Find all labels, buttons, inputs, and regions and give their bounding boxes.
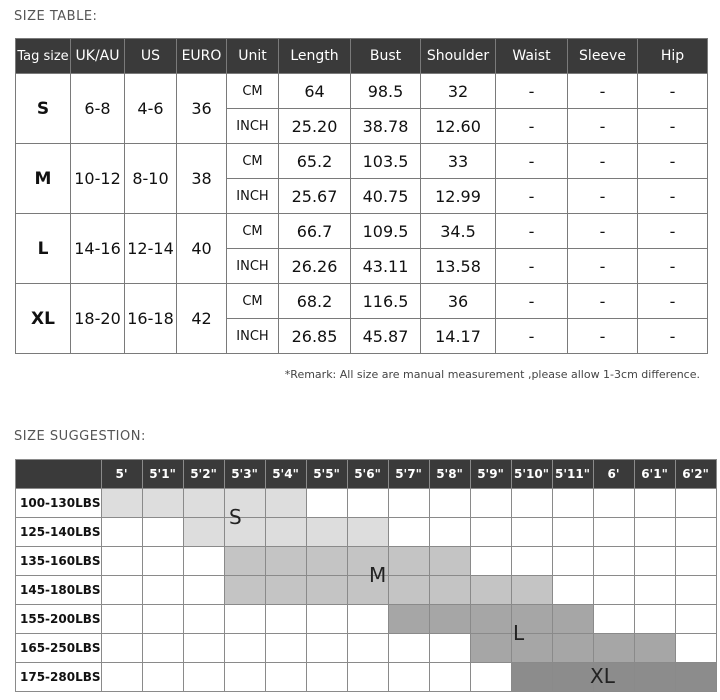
weight-label-cell: 135-160LBS [16, 547, 102, 576]
unit-cell: CM [227, 284, 279, 319]
grid-cell [347, 489, 388, 518]
measurement-cell: 12.99 [421, 179, 496, 214]
grid-cell [552, 576, 593, 605]
grid-cell [552, 518, 593, 547]
grid-cell [429, 605, 470, 634]
weight-label-cell: 155-200LBS [16, 605, 102, 634]
grid-cell [101, 605, 142, 634]
height-header-cell: 5'5" [306, 460, 347, 489]
size-suggestion-title: SIZE SUGGESTION: [14, 429, 146, 444]
measurement-cell: - [568, 179, 638, 214]
measurement-cell: 34.5 [421, 214, 496, 249]
header-cell: Bust [351, 39, 421, 74]
header-cell: UK/AU [71, 39, 125, 74]
grid-cell [552, 547, 593, 576]
tag-size-cell: L [16, 214, 71, 284]
grid-cell [429, 518, 470, 547]
tag-size-cell: M [16, 144, 71, 214]
weight-row [16, 489, 717, 518]
height-header-cell: 5' [101, 460, 142, 489]
grid-cell [675, 576, 716, 605]
grid-cell [183, 576, 224, 605]
grid-cell [183, 547, 224, 576]
weight-row [16, 547, 717, 576]
measurement-cell: - [496, 319, 568, 354]
grid-cell [675, 634, 716, 663]
grid-cell [593, 605, 634, 634]
grid-cell [101, 518, 142, 547]
grid-cell [306, 663, 347, 692]
grid-cell [101, 576, 142, 605]
grid-cell [552, 663, 593, 692]
grid-cell [470, 576, 511, 605]
measurement-cell: - [638, 319, 708, 354]
measurement-cell: 26.26 [279, 249, 351, 284]
grid-cell [634, 634, 675, 663]
weight-label-cell: 100-130LBS [16, 489, 102, 518]
grid-cell [224, 605, 265, 634]
uk-size-cell: 10-12 [71, 144, 125, 214]
grid-cell [511, 663, 552, 692]
grid-cell [142, 663, 183, 692]
height-header-cell: 5'11" [552, 460, 593, 489]
measurement-cell: 13.58 [421, 249, 496, 284]
grid-cell [183, 489, 224, 518]
grid-cell [142, 634, 183, 663]
grid-cell [183, 634, 224, 663]
grid-cell [265, 489, 306, 518]
weight-label-cell: 145-180LBS [16, 576, 102, 605]
grid-cell [306, 547, 347, 576]
height-header-cell: 5'6" [347, 460, 388, 489]
grid-cell [675, 518, 716, 547]
euro-size-cell: 40 [177, 214, 227, 284]
size-label-s: S [229, 505, 242, 529]
uk-size-cell: 6-8 [71, 74, 125, 144]
grid-cell [306, 518, 347, 547]
grid-cell [101, 663, 142, 692]
grid-cell [429, 547, 470, 576]
tag-size-cell: XL [16, 284, 71, 354]
grid-cell [224, 576, 265, 605]
size-label-l: L [513, 621, 525, 645]
height-header-cell: 6' [593, 460, 634, 489]
unit-cell: INCH [227, 319, 279, 354]
us-size-cell: 12-14 [125, 214, 177, 284]
measurement-cell: 66.7 [279, 214, 351, 249]
measurement-cell: 33 [421, 144, 496, 179]
height-header-cell: 5'10" [511, 460, 552, 489]
measurement-cell: 14.17 [421, 319, 496, 354]
height-header-row [16, 460, 717, 489]
header-cell: US [125, 39, 177, 74]
weight-label-cell: 175-280LBS [16, 663, 102, 692]
grid-cell [347, 663, 388, 692]
header-cell: Length [279, 39, 351, 74]
grid-cell [552, 489, 593, 518]
height-header-cell: 5'7" [388, 460, 429, 489]
size-row-cm [16, 144, 708, 179]
measurement-cell: - [568, 249, 638, 284]
unit-cell: CM [227, 74, 279, 109]
measurement-cell: - [496, 249, 568, 284]
measurement-cell: - [638, 179, 708, 214]
size-label-xl: XL [590, 664, 615, 688]
grid-cell [429, 634, 470, 663]
measurement-cell: - [638, 284, 708, 319]
uk-size-cell: 18-20 [71, 284, 125, 354]
size-row-cm [16, 284, 708, 319]
grid-cell [552, 634, 593, 663]
grid-cell [634, 489, 675, 518]
grid-cell [675, 605, 716, 634]
measurement-cell: - [568, 214, 638, 249]
measurement-cell: 26.85 [279, 319, 351, 354]
grid-cell [306, 634, 347, 663]
grid-cell [388, 489, 429, 518]
tag-size-cell: S [16, 74, 71, 144]
grid-cell [593, 489, 634, 518]
grid-cell [634, 547, 675, 576]
size-row-cm [16, 214, 708, 249]
grid-cell [306, 489, 347, 518]
grid-cell [265, 634, 306, 663]
us-size-cell: 4-6 [125, 74, 177, 144]
grid-cell [142, 518, 183, 547]
measurement-cell: - [638, 214, 708, 249]
header-cell: Hip [638, 39, 708, 74]
grid-cell [101, 489, 142, 518]
grid-cell [429, 576, 470, 605]
header-cell: Unit [227, 39, 279, 74]
grid-cell [306, 576, 347, 605]
measurement-cell: - [568, 109, 638, 144]
header-cell: Sleeve [568, 39, 638, 74]
measurement-cell: 116.5 [351, 284, 421, 319]
unit-cell: INCH [227, 109, 279, 144]
grid-cell [593, 576, 634, 605]
grid-cell [511, 547, 552, 576]
grid-cell [388, 663, 429, 692]
measurement-cell: - [496, 179, 568, 214]
grid-cell [388, 518, 429, 547]
grid-cell [470, 634, 511, 663]
weight-label-cell: 125-140LBS [16, 518, 102, 547]
grid-cell [347, 605, 388, 634]
size-table-header [16, 39, 708, 74]
grid-cell [593, 547, 634, 576]
measurement-cell: - [496, 284, 568, 319]
weight-row [16, 576, 717, 605]
grid-cell [183, 605, 224, 634]
grid-cell [675, 489, 716, 518]
measurement-cell: 98.5 [351, 74, 421, 109]
grid-cell [101, 634, 142, 663]
measurement-cell: 12.60 [421, 109, 496, 144]
height-header-cell: 6'1" [634, 460, 675, 489]
grid-cell [347, 634, 388, 663]
measurement-cell: - [638, 109, 708, 144]
measurement-cell: - [568, 319, 638, 354]
grid-cell [470, 518, 511, 547]
grid-cell [388, 576, 429, 605]
height-header-cell: 5'3" [224, 460, 265, 489]
grid-cell [142, 605, 183, 634]
measurement-cell: - [638, 74, 708, 109]
weight-row [16, 634, 717, 663]
measurement-cell: 103.5 [351, 144, 421, 179]
grid-cell [224, 547, 265, 576]
height-header-cell: 5'8" [429, 460, 470, 489]
size-table [15, 38, 708, 354]
measurement-cell: 64 [279, 74, 351, 109]
measurement-cell: - [496, 144, 568, 179]
height-header-cell: 5'9" [470, 460, 511, 489]
measurement-cell: - [496, 109, 568, 144]
measurement-cell: 43.11 [351, 249, 421, 284]
grid-corner [16, 460, 102, 489]
measurement-cell: - [568, 144, 638, 179]
grid-cell [183, 663, 224, 692]
grid-cell [634, 605, 675, 634]
measurement-cell: - [496, 74, 568, 109]
euro-size-cell: 42 [177, 284, 227, 354]
measurement-cell: - [568, 284, 638, 319]
grid-cell [511, 576, 552, 605]
measurement-cell: 65.2 [279, 144, 351, 179]
grid-cell [142, 489, 183, 518]
grid-cell [388, 605, 429, 634]
euro-size-cell: 38 [177, 144, 227, 214]
measurement-cell: 25.67 [279, 179, 351, 214]
height-header-cell: 5'1" [142, 460, 183, 489]
grid-cell [470, 605, 511, 634]
grid-cell [347, 518, 388, 547]
grid-cell [142, 547, 183, 576]
remark-note: *Remark: All size are manual measurement ,please allow 1-3cm difference. [284, 368, 700, 381]
grid-cell [675, 663, 716, 692]
measurement-cell: 32 [421, 74, 496, 109]
grid-cell [265, 547, 306, 576]
grid-cell [265, 663, 306, 692]
size-table-title: SIZE TABLE: [14, 9, 98, 24]
grid-cell [265, 605, 306, 634]
size-suggestion-grid [15, 459, 717, 692]
grid-cell [552, 605, 593, 634]
grid-cell [306, 605, 347, 634]
grid-cell [470, 547, 511, 576]
size-row-cm [16, 74, 708, 109]
measurement-cell: 68.2 [279, 284, 351, 319]
us-size-cell: 16-18 [125, 284, 177, 354]
measurement-cell: 109.5 [351, 214, 421, 249]
unit-cell: INCH [227, 249, 279, 284]
measurement-cell: - [638, 249, 708, 284]
measurement-cell: - [496, 214, 568, 249]
measurement-cell: - [638, 144, 708, 179]
size-label-m: M [369, 563, 387, 587]
grid-cell [593, 634, 634, 663]
grid-cell [388, 547, 429, 576]
uk-size-cell: 14-16 [71, 214, 125, 284]
grid-cell [183, 518, 224, 547]
euro-size-cell: 36 [177, 74, 227, 144]
height-header-cell: 5'4" [265, 460, 306, 489]
grid-cell [388, 634, 429, 663]
grid-cell [511, 518, 552, 547]
grid-cell [634, 518, 675, 547]
grid-cell [224, 634, 265, 663]
grid-cell [470, 663, 511, 692]
weight-label-cell: 165-250LBS [16, 634, 102, 663]
header-cell: EURO [177, 39, 227, 74]
weight-row [16, 518, 717, 547]
unit-cell: INCH [227, 179, 279, 214]
height-header-cell: 6'2" [675, 460, 716, 489]
grid-cell [593, 518, 634, 547]
grid-cell [429, 489, 470, 518]
grid-cell [265, 576, 306, 605]
grid-cell [470, 489, 511, 518]
weight-row [16, 605, 717, 634]
unit-cell: CM [227, 214, 279, 249]
measurement-cell: 25.20 [279, 109, 351, 144]
grid-cell [142, 576, 183, 605]
grid-cell [224, 663, 265, 692]
grid-cell [265, 518, 306, 547]
grid-cell [511, 489, 552, 518]
grid-cell [675, 547, 716, 576]
grid-cell [634, 663, 675, 692]
grid-cell [101, 547, 142, 576]
measurement-cell: 36 [421, 284, 496, 319]
header-cell: Waist [496, 39, 568, 74]
us-size-cell: 8-10 [125, 144, 177, 214]
measurement-cell: 40.75 [351, 179, 421, 214]
measurement-cell: - [568, 74, 638, 109]
header-cell: Tag size [16, 39, 71, 74]
unit-cell: CM [227, 144, 279, 179]
height-header-cell: 5'2" [183, 460, 224, 489]
grid-cell [634, 576, 675, 605]
grid-cell [429, 663, 470, 692]
measurement-cell: 38.78 [351, 109, 421, 144]
header-cell: Shoulder [421, 39, 496, 74]
measurement-cell: 45.87 [351, 319, 421, 354]
